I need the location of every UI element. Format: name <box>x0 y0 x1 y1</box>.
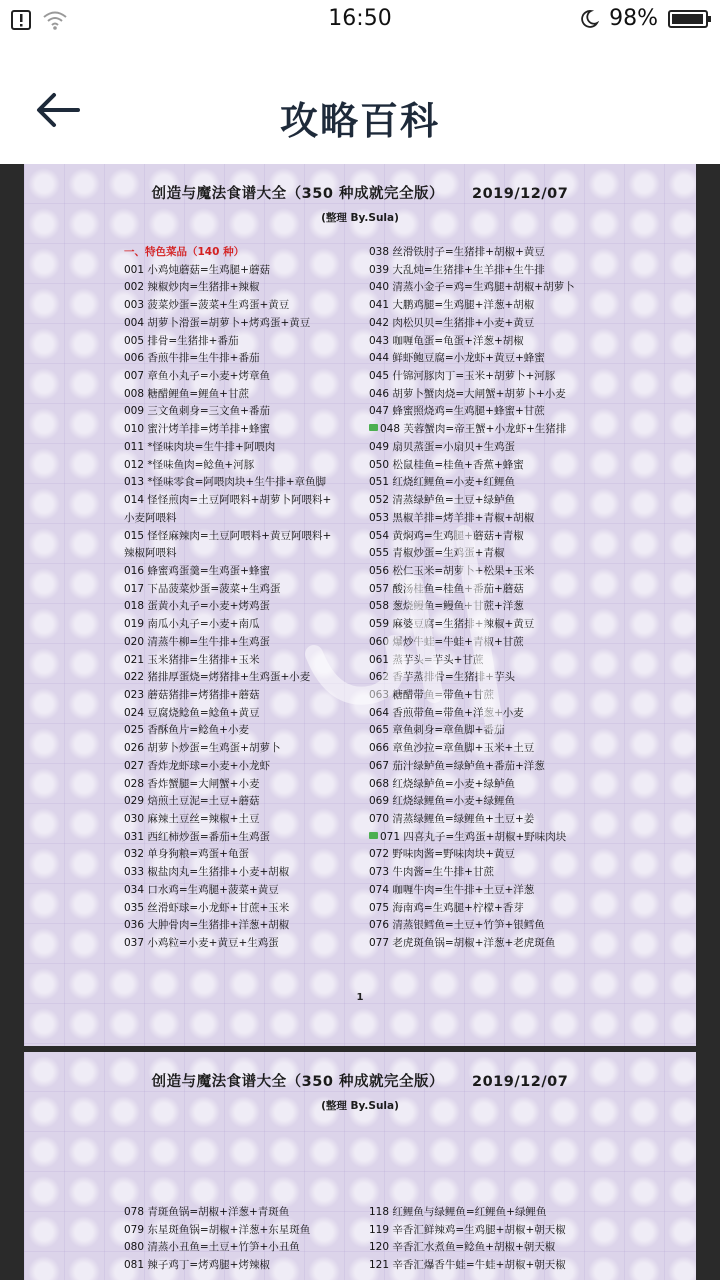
recipe-entry: 015 怪怪麻辣肉=土豆阿喂料+黄豆阿喂料+ <box>124 529 332 542</box>
recipe-entry: 042 肉松贝贝=生猪排+小麦+黄豆 <box>369 316 535 329</box>
recipe-entry: 058 葱烧鳗鱼=鳗鱼+甘蔗+洋葱 <box>369 600 524 613</box>
recipe-entry: 008 糖醋鲤鱼=鲤鱼+甘蔗 <box>124 387 249 400</box>
doc-title-line <box>24 1070 696 1091</box>
doc-date: 2019/12/07 <box>472 1074 569 1090</box>
recipe-entry: 041 大鹏鸡腿=生鸡腿+洋葱+胡椒 <box>369 299 535 312</box>
recipe-entry: 048 芙蓉蟹肉=帝王蟹+小龙虾+生猪排 <box>369 421 624 439</box>
doc-title-line <box>24 182 696 203</box>
recipe-entry: 072 野味肉酱=野味肉块+黄豆 <box>369 848 515 861</box>
recipe-entry: 039 大乱炖=生猪排+生羊排+生牛排 <box>369 263 545 276</box>
status-bar <box>0 0 720 38</box>
recipe-entry: 017 下品菠菜炒蛋=菠菜+生鸡蛋 <box>124 582 281 595</box>
recipe-entry: 119 辛香汇鲜辣鸡=生鸡腿+胡椒+朝天椒 <box>369 1223 566 1236</box>
recipe-entry: 045 什锦河豚肉丁=玉米+胡萝卜+河豚 <box>369 370 556 383</box>
recipe-entry: 026 胡萝卜炒蛋=生鸡蛋+胡萝卜 <box>124 742 281 755</box>
section-heading: 一、特色菜品（140 种） <box>124 246 245 258</box>
recipe-entry: 066 章鱼沙拉=章鱼脚+玉米+土豆 <box>369 742 535 755</box>
recipe-entry: 014 怪怪煎肉=土豆阿喂料+胡萝卜阿喂料+ <box>124 494 332 507</box>
doc-title: 创造与魔法食谱大全（350 种成就完全版） <box>151 1074 444 1090</box>
recipe-entry: 073 牛肉酱=生牛排+甘蔗 <box>369 866 494 879</box>
recipe-entry: 057 酸汤桂鱼=桂鱼+番茄+蘑菇 <box>369 582 524 595</box>
recipe-entry: 033 椒盐肉丸=生猪排+小麦+胡椒 <box>124 866 290 879</box>
app-header <box>0 38 720 164</box>
recipe-entry: 012 *怪味鱼肉=鲶鱼+河豚 <box>124 458 255 471</box>
recipe-entry: 063 糖醋带鱼=带鱼+甘蔗 <box>369 688 494 701</box>
recipe-column-left <box>124 244 379 953</box>
recipe-entry: 047 蜂蜜照烧鸡=生鸡腿+蜂蜜+甘蔗 <box>369 405 545 418</box>
recipe-entry: 028 香炸蟹腿=大闸蟹+小麦 <box>124 777 260 790</box>
recipe-entry: 009 三文鱼刺身=三文鱼+番茄 <box>124 405 270 418</box>
battery-fill <box>672 14 703 24</box>
battery-icon <box>668 10 708 28</box>
recipe-entry: 005 排骨=生猪排+番茄 <box>124 334 239 347</box>
recipe-entry: 061 蒸芋头=芋头+甘蔗 <box>369 653 484 666</box>
recipe-entry: 054 黄焖鸡=生鸡腿+蘑菇+青椒 <box>369 529 524 542</box>
recipe-entry: 076 清蒸银鳕鱼=土豆+竹笋+银鳕鱼 <box>369 919 545 932</box>
recipe-entry: 020 清蒸牛柳=生牛排+生鸡蛋 <box>124 635 270 648</box>
recipe-entry: 052 清蒸绿鲈鱼=土豆+绿鲈鱼 <box>369 494 515 507</box>
doc-title: 创造与魔法食谱大全（350 种成就完全版） <box>151 186 444 202</box>
recipe-entry: 055 青椒炒蛋=生鸡蛋+青椒 <box>369 547 505 560</box>
recipe-entry: 121 辛香汇爆香牛蛙=牛蛙+胡椒+朝天椒 <box>369 1259 566 1272</box>
recipe-entry: 016 蜂蜜鸡蛋羹=生鸡蛋+蜂蜜 <box>124 564 270 577</box>
recipe-entry: 056 松仁玉米=胡萝卜+松果+玉米 <box>369 564 535 577</box>
recipe-entry: 013 *怪味零食=阿喂肉块+生牛排+章鱼脚 <box>124 476 327 489</box>
recipe-column-right <box>369 1204 624 1275</box>
recipe-entry: 075 海南鸡=生鸡腿+柠檬+香芽 <box>369 901 524 914</box>
recipe-entry: 022 猪排厚蛋烧=烤猪排+生鸡蛋+小麦 <box>124 671 311 684</box>
recipe-entry: 070 清蒸绿鲤鱼=绿鲤鱼+土豆+姜 <box>369 813 535 825</box>
recipe-entry: 040 清蒸小金子=鸡=生鸡腿+胡椒+胡萝卜 <box>369 281 575 294</box>
recipe-entry: 小麦阿喂料 <box>124 511 177 524</box>
recipe-entry: 051 红烧红鲤鱼=小麦+红鲤鱼 <box>369 476 515 489</box>
recipe-entry: 077 老虎斑鱼锅=胡椒+洋葱+老虎斑鱼 <box>369 937 556 950</box>
recipe-entry: 059 麻婆豆腐=生猪排+辣椒+黄豆 <box>369 618 535 631</box>
recipe-entry: 120 辛香汇水煮鱼=鲶鱼+胡椒+朝天椒 <box>369 1241 556 1254</box>
status-time: 16:50 <box>328 6 392 31</box>
recipe-entry: 064 香煎带鱼=带鱼+洋葱+小麦 <box>369 706 524 719</box>
recipe-entry: 辣椒阿喂料 <box>124 547 177 560</box>
recipe-entry: 081 辣子鸡丁=烤鸡腿+烤辣椒 <box>124 1259 270 1272</box>
recipe-entry: 032 单身狗粮=鸡蛋+龟蛋 <box>124 848 249 861</box>
document-page-2 <box>24 1052 696 1280</box>
new-badge-icon <box>369 424 378 431</box>
recipe-entry: 118 红鲤鱼与绿鲤鱼=红鲤鱼+绿鲤鱼 <box>369 1206 547 1218</box>
recipe-column-left <box>124 1204 379 1275</box>
recipe-entry: 038 丝滑铁肘子=生猪排+胡椒+黄豆 <box>369 246 545 258</box>
recipe-entry: 025 香酥鱼片=鲶鱼+小麦 <box>124 724 249 737</box>
recipe-entry: 067 茄汁绿鲈鱼=绿鲈鱼+番茄+洋葱 <box>369 759 545 772</box>
recipe-entry: 031 西红柿炒蛋=番茄+生鸡蛋 <box>124 830 270 843</box>
new-badge-icon <box>369 832 378 839</box>
recipe-entry: 035 丝滑虾球=小龙虾+甘蔗+玉米 <box>124 901 290 914</box>
recipe-entry: 065 章鱼刺身=章鱼脚+番茄 <box>369 724 505 737</box>
recipe-entry: 029 焙煎土豆泥=土豆+蘑菇 <box>124 795 260 808</box>
recipe-entry: 030 麻辣土豆丝=辣椒+土豆 <box>124 813 260 825</box>
recipe-entry: 018 蛋黄小丸子=小麦+烤鸡蛋 <box>124 600 270 613</box>
recipe-entry: 027 香炸龙虾球=小麦+小龙虾 <box>124 759 270 772</box>
doc-author: (整理 By.Sula) <box>321 212 399 224</box>
recipe-entry: 068 红烧绿鲈鱼=小麦+绿鲈鱼 <box>369 777 515 790</box>
recipe-entry: 069 红烧绿鲤鱼=小麦+绿鲤鱼 <box>369 795 515 808</box>
recipe-entry: 006 香煎牛排=生牛排+番茄 <box>124 352 260 365</box>
recipe-entry: 007 章鱼小丸子=小麦+烤章鱼 <box>124 370 270 383</box>
doc-date: 2019/12/07 <box>472 186 569 202</box>
recipe-entry: 046 胡萝卜蟹肉烧=大闸蟹+胡萝卜+小麦 <box>369 387 566 400</box>
recipe-entry: 060 爆炒牛蛙=牛蛙+青椒+甘蔗 <box>369 635 524 648</box>
recipe-entry: 079 东星斑鱼锅=胡椒+洋葱+东星斑鱼 <box>124 1223 311 1236</box>
battery-percent: 98% <box>609 6 658 31</box>
document-viewer[interactable] <box>0 164 720 1280</box>
recipe-column-right <box>369 244 624 953</box>
moon-icon <box>579 9 599 29</box>
recipe-entry: 044 鲜虾鲍豆腐=小龙虾+黄豆+蜂蜜 <box>369 352 545 365</box>
recipe-entry: 023 蘑菇猪排=烤猪排+蘑菇 <box>124 688 260 701</box>
recipe-entry: 002 辣椒炒肉=生猪排+辣椒 <box>124 281 260 294</box>
recipe-entry: 019 南瓜小丸子=小麦+南瓜 <box>124 618 260 631</box>
recipe-entry: 049 扇贝蒸蛋=小扇贝+生鸡蛋 <box>369 440 515 453</box>
recipe-entry: 078 青斑鱼锅=胡椒+洋葱+青斑鱼 <box>124 1206 290 1218</box>
recipe-entry: 001 小鸡炖蘑菇=生鸡腿+蘑菇 <box>124 263 270 276</box>
recipe-entry: 037 小鸡粒=小麦+黄豆+生鸡蛋 <box>124 937 279 950</box>
recipe-entry: 062 香芋蒸排骨=生猪排+芋头 <box>369 671 515 684</box>
status-right <box>579 6 708 31</box>
recipe-entry: 053 黑椒羊排=烤羊排+青椒+胡椒 <box>369 511 535 524</box>
recipe-entry: 071 四喜丸子=生鸡蛋+胡椒+野味肉块 <box>369 829 624 847</box>
recipe-entry: 043 咖喱龟蛋=龟蛋+洋葱+胡椒 <box>369 334 524 347</box>
recipe-entry: 080 清蒸小丑鱼=土豆+竹笋+小丑鱼 <box>124 1241 300 1254</box>
recipe-entry: 004 胡萝卜滑蛋=胡萝卜+烤鸡蛋+黄豆 <box>124 316 311 329</box>
page-number: 1 <box>356 992 364 1003</box>
recipe-entry: 024 豆腐烧鲶鱼=鲶鱼+黄豆 <box>124 706 260 719</box>
page-title: 攻略百科 <box>279 99 440 143</box>
recipe-entry: 003 菠菜炒蛋=菠菜+生鸡蛋+黄豆 <box>124 299 290 312</box>
recipe-entry: 050 松鼠桂鱼=桂鱼+香蕉+蜂蜜 <box>369 458 524 471</box>
recipe-entry: 021 玉米猪排=生猪排+玉米 <box>124 653 260 666</box>
doc-author: (整理 By.Sula) <box>321 1100 399 1112</box>
recipe-entry: 074 咖喱牛肉=生牛排+土豆+洋葱 <box>369 883 535 896</box>
recipe-entry: 034 口水鸡=生鸡腿+菠菜+黄豆 <box>124 883 279 896</box>
document-page-1 <box>24 164 696 1046</box>
recipe-entry: 036 大肿骨肉=生猪排+洋葱+胡椒 <box>124 919 290 932</box>
recipe-entry: 011 *怪味肉块=生牛排+阿喂肉 <box>124 440 276 453</box>
recipe-entry: 010 蜜汁烤羊排=烤羊排+蜂蜜 <box>124 423 270 436</box>
